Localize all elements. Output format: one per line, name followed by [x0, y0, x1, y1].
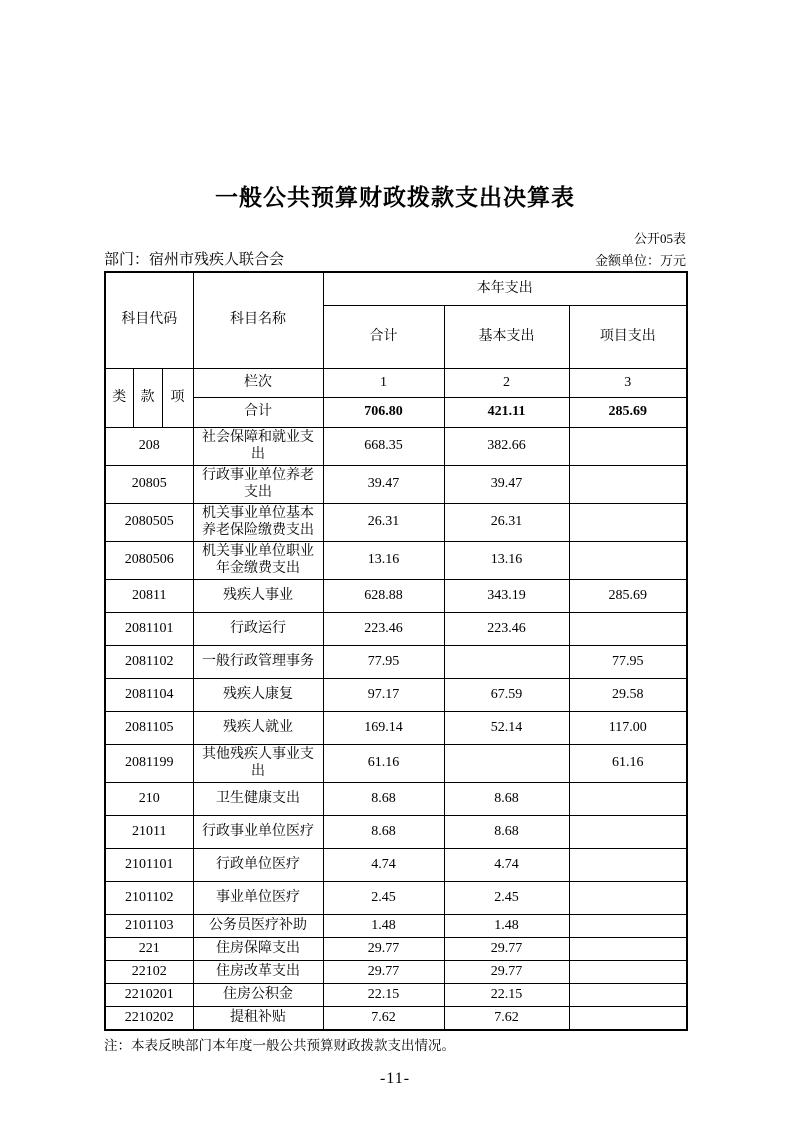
basic-value-cell: 26.31	[444, 503, 569, 541]
basic-value-cell: 4.74	[444, 848, 569, 881]
total-value-cell: 8.68	[323, 815, 444, 848]
total-value-cell: 13.16	[323, 541, 444, 579]
basic-value-cell: 382.66	[444, 427, 569, 465]
budget-table	[104, 271, 688, 1031]
subject-name-cell: 住房保障支出	[193, 937, 323, 960]
subject-code-cell: 2081102	[105, 645, 193, 678]
subject-name-cell: 残疾人就业	[193, 711, 323, 744]
subject-name-cell: 残疾人康复	[193, 678, 323, 711]
subject-code-cell: 208	[105, 427, 193, 465]
basic-expenditure-column-header: 基本支出	[444, 305, 569, 368]
project-value-cell	[569, 914, 687, 937]
total-value-cell: 29.77	[323, 960, 444, 983]
table-row	[105, 848, 687, 881]
total-value-cell: 668.35	[323, 427, 444, 465]
subject-code-cell: 221	[105, 937, 193, 960]
total-value-cell: 7.62	[323, 1006, 444, 1030]
subject-name-cell: 提租补贴	[193, 1006, 323, 1030]
subject-name-cell: 行政事业单位医疗	[193, 815, 323, 848]
current-year-expenditure-header: 本年支出	[323, 272, 687, 306]
project-value-cell	[569, 937, 687, 960]
subject-name-cell: 机关事业单位职业年金缴费支出	[193, 541, 323, 579]
subject-name-cell: 事业单位医疗	[193, 881, 323, 914]
table-row	[105, 960, 687, 983]
table-row	[105, 579, 687, 612]
table-row	[105, 937, 687, 960]
basic-value-cell	[444, 645, 569, 678]
project-value-cell	[569, 983, 687, 1006]
subject-name-cell: 机关事业单位基本养老保险缴费支出	[193, 503, 323, 541]
table-row	[105, 914, 687, 937]
subject-name-cell: 其他残疾人事业支出	[193, 744, 323, 782]
subject-code-cell: 210	[105, 782, 193, 815]
page-title: 一般公共预算财政拨款支出决算表	[215, 184, 575, 210]
code-class-header: 类	[105, 368, 133, 427]
column-index-label: 栏次	[193, 368, 323, 397]
table-row	[105, 678, 687, 711]
header-row-1	[105, 272, 687, 306]
table-row	[105, 427, 687, 465]
summary-row	[105, 397, 687, 427]
basic-value-cell: 2.45	[444, 881, 569, 914]
basic-value-cell: 8.68	[444, 782, 569, 815]
subject-name-cell: 住房公积金	[193, 983, 323, 1006]
subject-code-header: 科目代码	[105, 272, 193, 369]
budget-table-body	[105, 427, 687, 1030]
basic-value-cell: 1.48	[444, 914, 569, 937]
subject-name-cell: 行政单位医疗	[193, 848, 323, 881]
project-expenditure-column-header: 项目支出	[569, 305, 687, 368]
project-value-cell: 61.16	[569, 744, 687, 782]
total-value-cell: 2.45	[323, 881, 444, 914]
subject-name-cell: 公务员医疗补助	[193, 914, 323, 937]
column-index-row	[105, 368, 687, 397]
basic-value-cell: 39.47	[444, 465, 569, 503]
column-index-1: 1	[323, 368, 444, 397]
basic-value-cell: 343.19	[444, 579, 569, 612]
subject-code-cell: 2080506	[105, 541, 193, 579]
table-row	[105, 782, 687, 815]
table-row	[105, 465, 687, 503]
subject-name-cell: 社会保障和就业支出	[193, 427, 323, 465]
table-row	[105, 503, 687, 541]
summary-row-label: 合计	[193, 397, 323, 427]
project-value-cell	[569, 815, 687, 848]
page-content	[104, 0, 686, 1088]
project-value-cell	[569, 782, 687, 815]
total-value-cell: 29.77	[323, 937, 444, 960]
project-value-cell	[569, 541, 687, 579]
project-value-cell: 29.58	[569, 678, 687, 711]
table-row	[105, 881, 687, 914]
project-value-cell	[569, 503, 687, 541]
subject-code-cell: 20811	[105, 579, 193, 612]
total-value-cell: 26.31	[323, 503, 444, 541]
subject-code-cell: 2081101	[105, 612, 193, 645]
subject-name-cell: 住房改革支出	[193, 960, 323, 983]
department-label: 部门：宿州市残疾人联合会	[104, 251, 285, 268]
project-value-cell	[569, 465, 687, 503]
total-value-cell: 1.48	[323, 914, 444, 937]
project-value-cell	[569, 1006, 687, 1030]
table-row	[105, 983, 687, 1006]
subject-code-cell: 2210202	[105, 1006, 193, 1030]
project-value-cell: 285.69	[569, 579, 687, 612]
total-value-cell: 97.17	[323, 678, 444, 711]
table-row	[105, 815, 687, 848]
subject-name-header: 科目名称	[193, 272, 323, 369]
form-code-label: 公开05表	[633, 230, 686, 246]
total-value-cell: 22.15	[323, 983, 444, 1006]
summary-project-cell: 285.69	[569, 397, 687, 427]
column-index-3: 3	[569, 368, 687, 397]
project-value-cell	[569, 960, 687, 983]
budget-table-head	[105, 272, 687, 428]
total-value-cell: 61.16	[323, 744, 444, 782]
subject-code-cell: 21011	[105, 815, 193, 848]
table-note: 注：本表反映部门本年度一般公共预算财政拨款支出情况。	[104, 1037, 455, 1053]
table-row	[105, 1006, 687, 1030]
table-row	[105, 645, 687, 678]
project-value-cell	[569, 881, 687, 914]
basic-value-cell: 223.46	[444, 612, 569, 645]
subject-code-cell: 22102	[105, 960, 193, 983]
subject-code-cell: 2101103	[105, 914, 193, 937]
subject-code-cell: 2101102	[105, 881, 193, 914]
subject-code-cell: 2080505	[105, 503, 193, 541]
basic-value-cell: 7.62	[444, 1006, 569, 1030]
project-value-cell: 77.95	[569, 645, 687, 678]
summary-total-cell: 706.80	[323, 397, 444, 427]
basic-value-cell	[444, 744, 569, 782]
subject-name-cell: 一般行政管理事务	[193, 645, 323, 678]
project-value-cell	[569, 848, 687, 881]
basic-value-cell: 8.68	[444, 815, 569, 848]
table-row	[105, 711, 687, 744]
column-index-2: 2	[444, 368, 569, 397]
total-value-cell: 628.88	[323, 579, 444, 612]
summary-basic-cell: 421.11	[444, 397, 569, 427]
project-value-cell	[569, 612, 687, 645]
project-value-cell	[569, 427, 687, 465]
total-value-cell: 223.46	[323, 612, 444, 645]
subject-code-cell: 2101101	[105, 848, 193, 881]
meta-row	[104, 248, 686, 269]
basic-value-cell: 52.14	[444, 711, 569, 744]
basic-value-cell: 29.77	[444, 937, 569, 960]
subject-code-cell: 2081105	[105, 711, 193, 744]
code-item-header: 项	[162, 368, 193, 427]
subject-code-cell: 2210201	[105, 983, 193, 1006]
unit-label: 金额单位：万元	[594, 252, 686, 268]
subject-code-cell: 20805	[105, 465, 193, 503]
total-value-cell: 39.47	[323, 465, 444, 503]
total-value-cell: 169.14	[323, 711, 444, 744]
subject-code-cell: 2081104	[105, 678, 193, 711]
total-value-cell: 8.68	[323, 782, 444, 815]
page-number: -11-	[379, 1069, 411, 1087]
basic-value-cell: 22.15	[444, 983, 569, 1006]
subject-name-cell: 行政运行	[193, 612, 323, 645]
code-section-header: 款	[133, 368, 162, 427]
project-value-cell: 117.00	[569, 711, 687, 744]
subject-code-cell: 2081199	[105, 744, 193, 782]
basic-value-cell: 29.77	[444, 960, 569, 983]
total-value-cell: 77.95	[323, 645, 444, 678]
subject-name-cell: 残疾人事业	[193, 579, 323, 612]
total-column-header: 合计	[323, 305, 444, 368]
table-row	[105, 541, 687, 579]
total-value-cell: 4.74	[323, 848, 444, 881]
subject-name-cell: 卫生健康支出	[193, 782, 323, 815]
subject-name-cell: 行政事业单位养老支出	[193, 465, 323, 503]
table-row	[105, 612, 687, 645]
table-row	[105, 744, 687, 782]
basic-value-cell: 13.16	[444, 541, 569, 579]
basic-value-cell: 67.59	[444, 678, 569, 711]
